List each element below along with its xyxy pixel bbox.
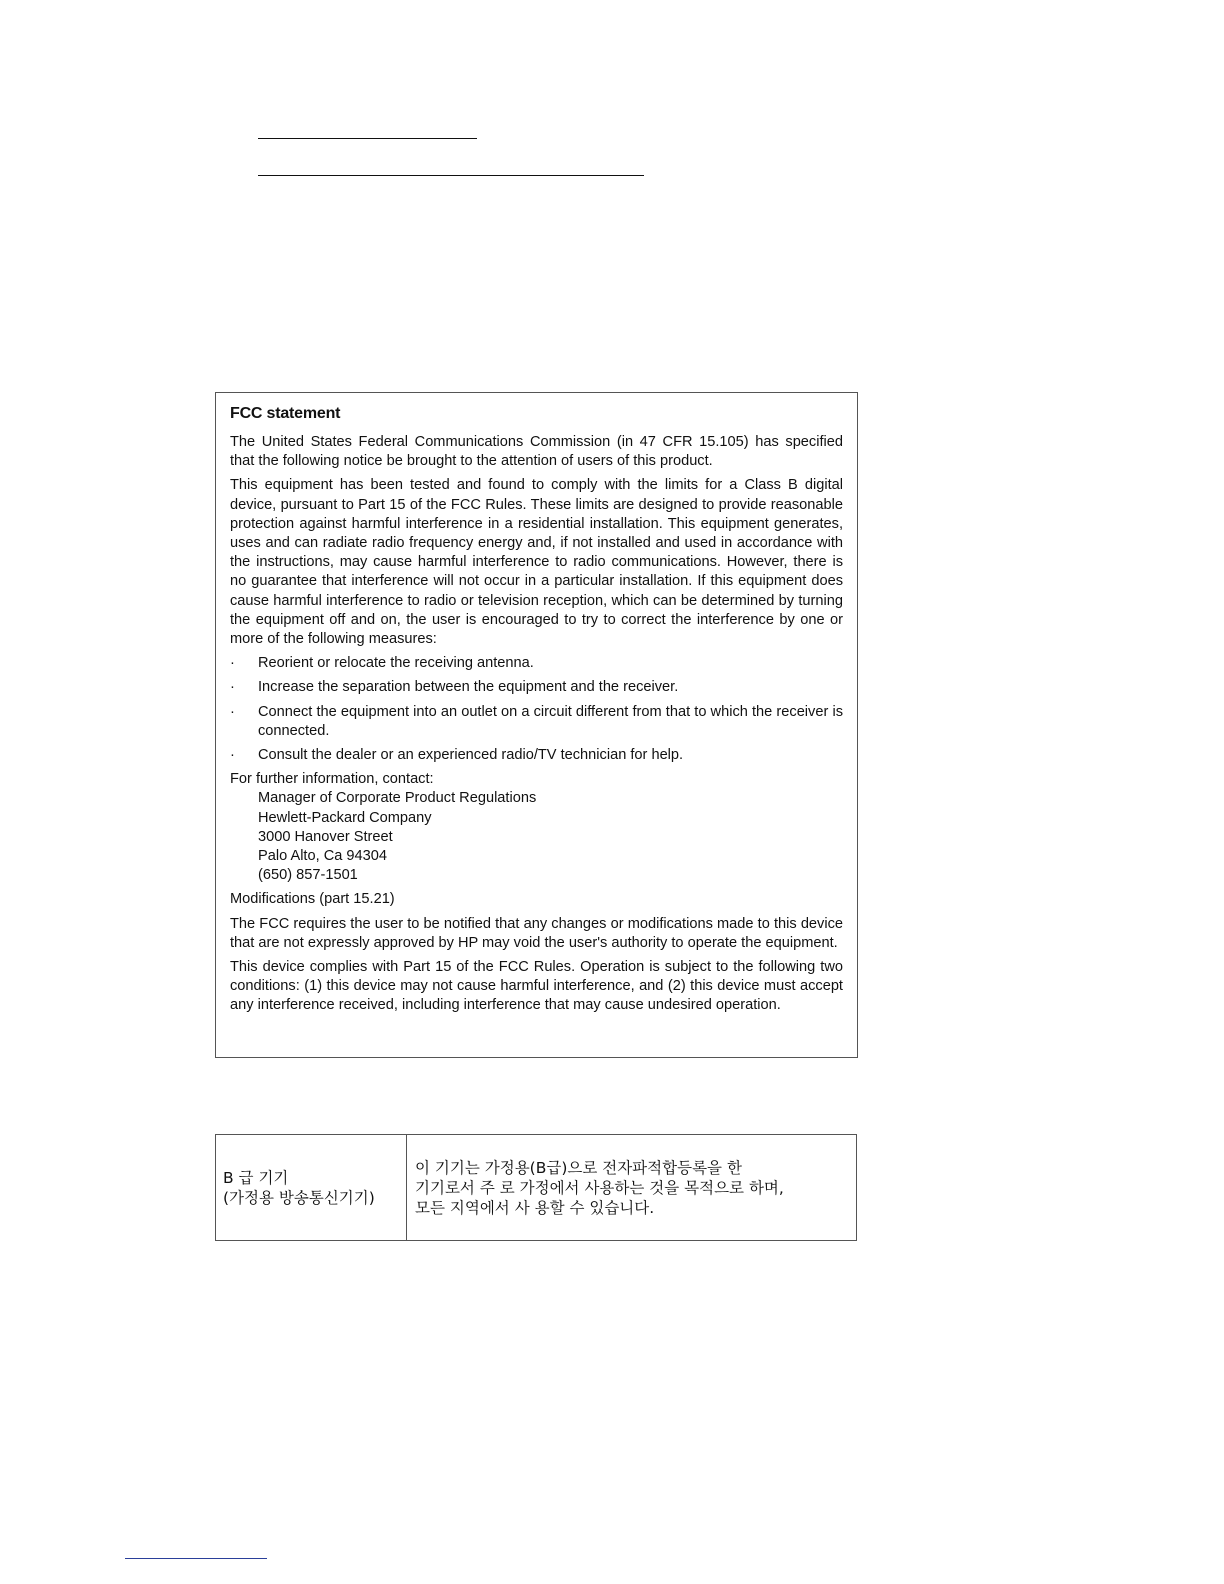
compliance-text: This device complies with Part 15 of the FCC Rules. Operation is subject to the following two conditions: (1) this device may not cause harmful interference, and (2) this device must accept any interference received, including interference that may cause undesired operation. bbox=[230, 959, 843, 1014]
korean-notice-cell bbox=[407, 1135, 856, 1240]
modifications-heading: Modifications (part 15.21) bbox=[230, 891, 395, 908]
contact-line: Hewlett-Packard Company bbox=[258, 809, 432, 826]
contact-intro: For further information, contact: bbox=[230, 771, 434, 788]
bullet-marker: · bbox=[230, 703, 235, 720]
measure-text: Reorient or relocate the receiving antenna. bbox=[258, 655, 534, 672]
bullet-marker: · bbox=[230, 679, 235, 696]
contact-line: 3000 Hanover Street bbox=[258, 828, 393, 845]
contact-address bbox=[258, 789, 843, 885]
fcc-statement-box bbox=[215, 392, 858, 1058]
fcc-body: This equipment has been tested and found to comply with the limits for a Class B digital device, pursuant to Part 15 of the FCC Rules. These limits are designed to provide reasonable protection against harmful interference in a residential installation. This equipment generates, uses and can radiate radio frequency energy and, if not installed and used in accordance with the instructions, may cause harmful interference to radio communications. However, there is no guarantee that interference will not occur in a particular installation. If this equipment does cause harmful interference to radio or television reception, which can be determined by turning the equipment off and on, the user is encouraged to try to correct the interference by one or more of the following measures: bbox=[230, 477, 843, 648]
device-class-line: (가정용 방송통신기기) bbox=[223, 1188, 375, 1207]
fcc-intro: The United States Federal Communications Commission (in 47 CFR 15.105) has specified that the following notice be brought to the attention of users of this product. bbox=[230, 434, 843, 470]
bullet-marker: · bbox=[230, 655, 235, 672]
contact-line: Palo Alto, Ca 94304 bbox=[258, 848, 388, 865]
device-class-line: B 급 기기 bbox=[223, 1168, 289, 1187]
korean-class-b-table bbox=[215, 1134, 857, 1241]
header-rule-short bbox=[258, 138, 477, 139]
header-rule-long bbox=[258, 175, 644, 176]
korean-notice-line: 이 기기는 가정용(B급)으로 전자파적합등록을 한 bbox=[415, 1158, 742, 1177]
list-item bbox=[230, 746, 843, 765]
contact-line: Manager of Corporate Product Regulations bbox=[258, 790, 537, 807]
measure-text: Consult the dealer or an experienced radio/TV technician for help. bbox=[258, 747, 684, 764]
modifications-text: The FCC requires the user to be notified that any changes or modifications made to this device that are not expressly approved by HP may void the user's authority to operate the equipment. bbox=[230, 915, 843, 951]
list-item bbox=[230, 654, 843, 673]
device-class-cell bbox=[216, 1135, 407, 1240]
footer-rule bbox=[125, 1558, 267, 1559]
bullet-marker: · bbox=[230, 747, 235, 764]
fcc-title: FCC statement bbox=[230, 405, 341, 422]
measures-list bbox=[230, 654, 843, 765]
measure-text: Increase the separation between the equipment and the receiver. bbox=[258, 679, 679, 696]
list-item bbox=[230, 678, 843, 697]
contact-line: (650) 857-1501 bbox=[258, 867, 358, 884]
list-item bbox=[230, 703, 843, 741]
korean-notice-line: 모든 지역에서 사 용할 수 있습니다. bbox=[415, 1198, 655, 1217]
korean-notice-line: 기기로서 주 로 가정에서 사용하는 것을 목적으로 하며, bbox=[415, 1178, 784, 1197]
measure-text: Connect the equipment into an outlet on a circuit different from that to which the receiver is connected. bbox=[258, 703, 843, 739]
